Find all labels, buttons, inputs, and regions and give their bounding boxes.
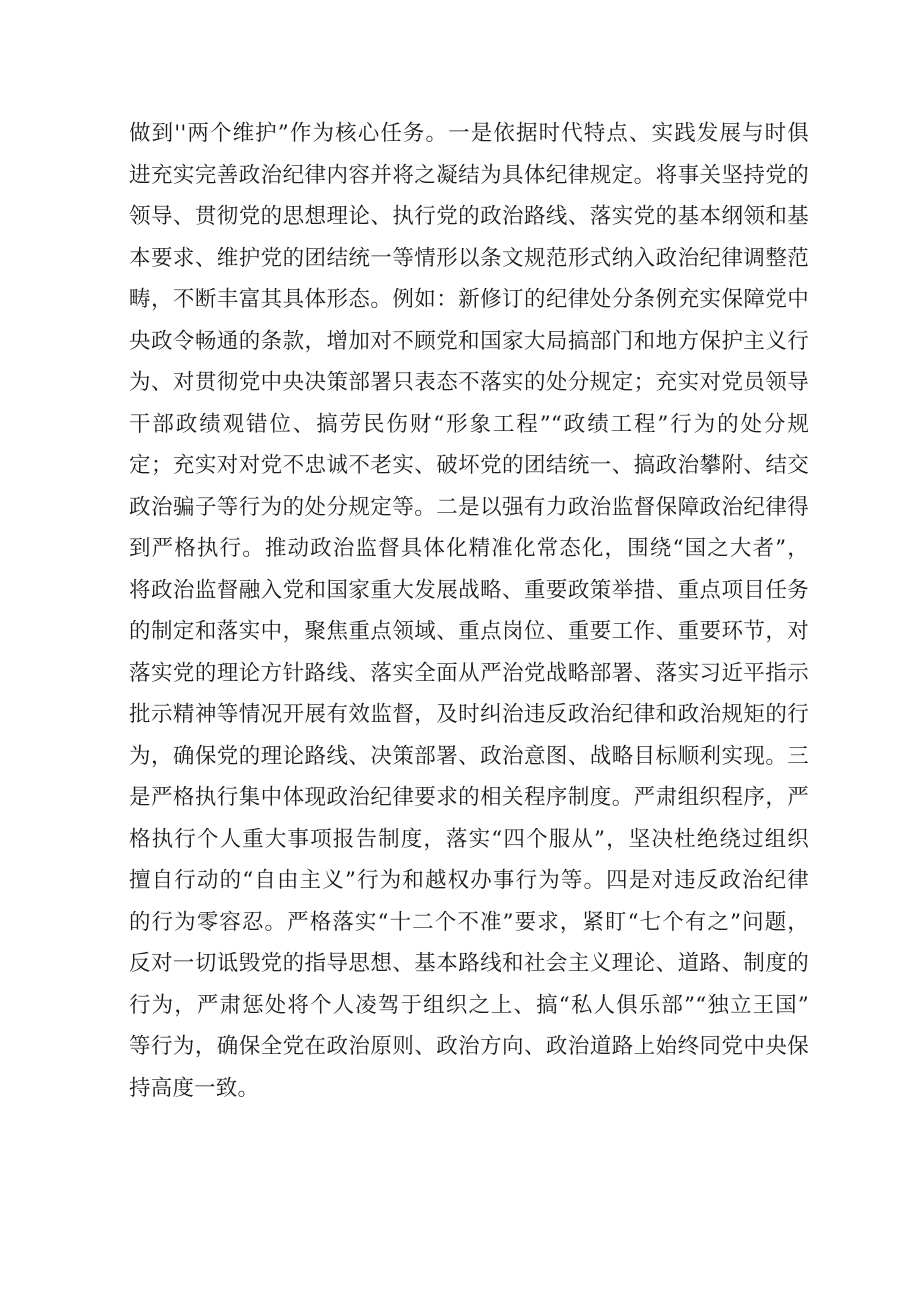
- text-line: 等行为，确保全党在政治原则、政治方向、政治道路上始终同党中央保: [129, 1034, 809, 1059]
- text-line: 到严格执行。推动政治监督具体化精准化常态化，围绕“国之大者”，: [129, 536, 809, 561]
- body-paragraph: [129, 113, 809, 1109]
- text-line: 格执行个人重大事项报告制度，落实“四个服从”，坚决杜绝绕过组织: [129, 826, 809, 852]
- text-line: 批示精神等情况开展有效监督，及时纠治违反政治纪律和政治规矩的行: [129, 702, 809, 727]
- text-line: 政治骗子等行为的处分规定等。二是以强有力政治监督保障政治纪律得: [129, 494, 809, 520]
- text-line: 擅自行动的“自由主义”行为和越权办事行为等。四是对违反政治纪律: [129, 868, 809, 893]
- text-line: 畴，不断丰富其具体形态。例如：新修订的纪律处分条例充实保障党中: [129, 287, 809, 312]
- text-line: 是严格执行集中体现政治纪律要求的相关程序制度。严肃组织程序，严: [129, 785, 809, 810]
- text-line: 干部政绩观错位、搞劳民伤财“形象工程”“政绩工程”行为的处分规: [129, 411, 809, 437]
- text-line: 领导、贯彻党的思想理论、执行党的政治路线、落实党的基本纲领和基: [129, 204, 809, 229]
- text-line: 为、对贯彻党中央决策部署只表态不落实的处分规定；充实对党员领导: [129, 370, 809, 395]
- text-line: 行为，严肃惩处将个人凌驾于组织之上、搞“私人俱乐部”“独立王国”: [129, 992, 809, 1018]
- text-line: 为，确保党的理论路线、决策部署、政治意图、战略目标顺利实现。三: [129, 743, 809, 769]
- text-line: 反对一切诋毁党的指导思想、基本路线和社会主义理论、道路、制度的: [129, 951, 809, 976]
- text-line: 的制定和落实中，聚焦重点领域、重点岗位、重要工作、重要环节，对: [129, 619, 809, 644]
- text-line-last: 持高度一致。: [129, 1075, 260, 1101]
- text-line: 定；充实对对党不忠诚不老实、破坏党的团结统一、搞政治攀附、结交: [129, 453, 809, 478]
- text-line: 本要求、维护党的团结统一等情形以条文规范形式纳入政治纪律调整范: [129, 245, 809, 271]
- text-line: 的行为零容忍。严格落实“十二个不准”要求，紧盯“七个有之”问题，: [129, 909, 809, 935]
- text-line: 落实党的理论方针路线、落实全面从严治党战略部署、落实习近平指示: [129, 660, 809, 686]
- text-line: 进充实完善政治纪律内容并将之凝结为具体纪律规定。将事关坚持党的: [129, 162, 809, 188]
- text-line: 做到''两个维护”作为核心任务。一是依据时代特点、实践发展与时俱: [129, 121, 809, 146]
- text-line: 将政治监督融入党和国家重大发展战略、重要政策举措、重点项目任务: [129, 577, 809, 603]
- text-line: 央政令畅通的条款，增加对不顾党和国家大局搞部门和地方保护主义行: [129, 328, 809, 354]
